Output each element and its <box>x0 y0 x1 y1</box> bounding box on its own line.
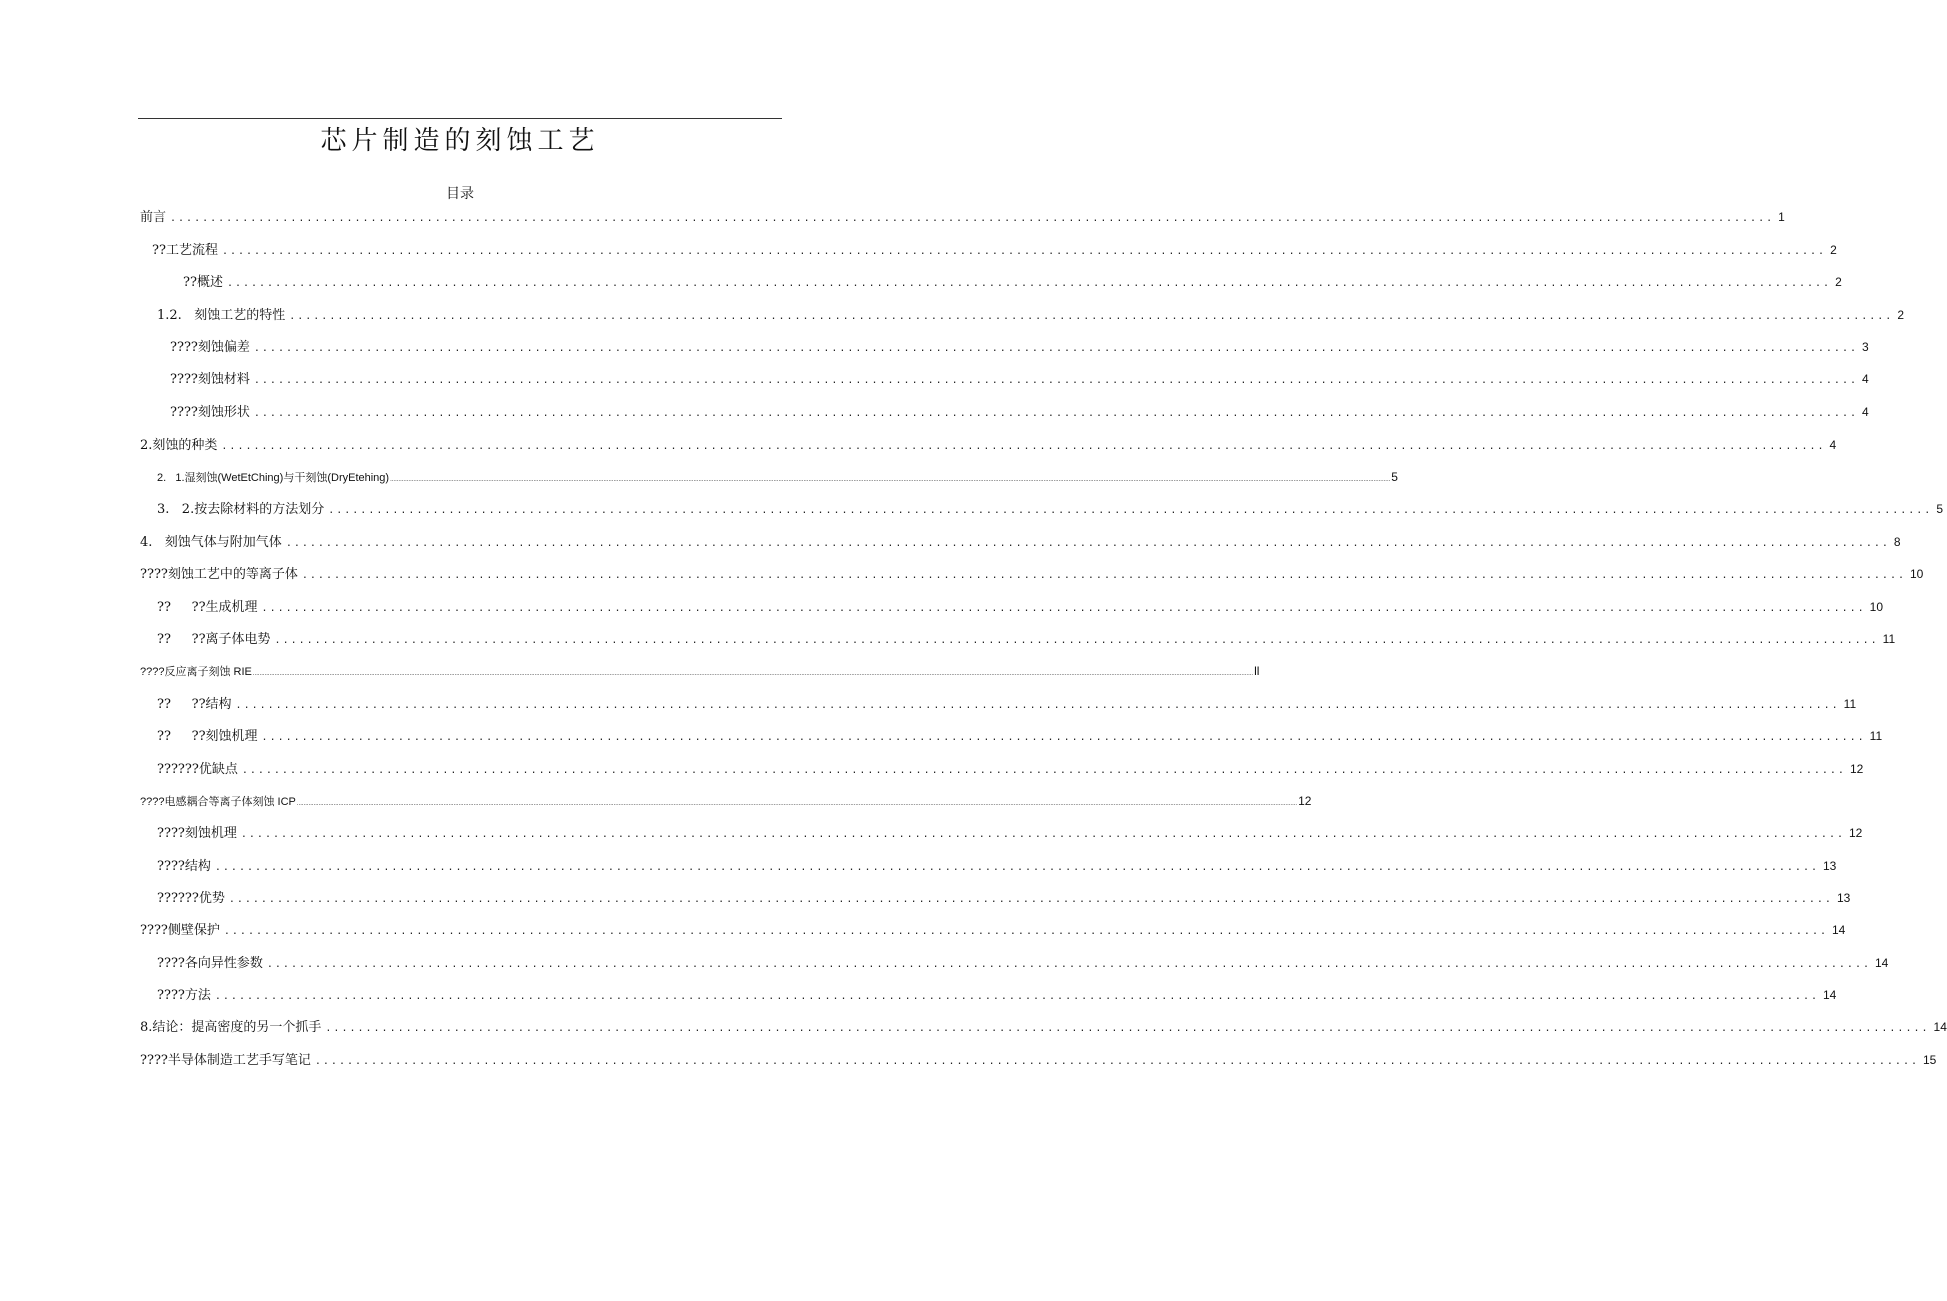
toc-entry[interactable] <box>157 727 1883 747</box>
toc-entry[interactable] <box>140 1051 1937 1071</box>
toc-entry-page: ll <box>1254 664 1260 678</box>
toc-entry[interactable] <box>157 889 1851 909</box>
toc-entry[interactable] <box>170 338 1869 358</box>
toc-entry-label: ????侧壁保护 <box>140 923 220 938</box>
toc-entry-page: 10 <box>1869 600 1884 614</box>
toc-entry[interactable] <box>157 857 1837 877</box>
toc-entry-label: ?? ??刻蚀机理 <box>157 729 258 744</box>
toc-leader-dots: ........................................................................................................................................................................................................................................................................................................................................................................................................................................................................................................................................................................................................................ <box>252 671 1254 677</box>
toc-entry-label: 8.结论：提高密度的另一个抓手 <box>140 1020 322 1035</box>
toc-entry-label: ????半导体制造工艺手写笔记 <box>140 1053 311 1068</box>
toc-entry-page: 2 <box>1830 243 1837 257</box>
toc-entry[interactable] <box>157 824 1863 844</box>
toc-leader-dots: ........................................................................................................................................................................................................ <box>253 408 1858 419</box>
toc-entry-page: 13 <box>1836 891 1851 905</box>
toc-entry-label: ????刻蚀工艺中的等离子体 <box>140 567 298 582</box>
toc-entry[interactable] <box>157 954 1889 974</box>
toc-entry[interactable] <box>140 1018 1947 1038</box>
toc-entry-label: ????刻蚀机理 <box>157 826 237 841</box>
toc-entry[interactable] <box>170 403 1869 423</box>
toc-entry[interactable] <box>140 921 1846 941</box>
toc-leader-dots: ........................................................................................................................................................................................................ <box>221 246 1827 257</box>
document-title: 芯片制造的刻蚀工艺 <box>320 126 600 156</box>
toc-heading: 目录 <box>446 186 474 202</box>
toc-entry-page: 12 <box>1849 762 1864 776</box>
toc-leader-dots: ........................................................................................................................................................................................................ <box>289 311 1894 322</box>
toc-leader-dots: ........................................................................................................................................................................................................ <box>261 732 1866 743</box>
toc-leader-dots: ........................................................................................................................................................................................................................................................................................................................................................................................................................................................................................................................................................................................................................ <box>296 801 1298 807</box>
toc-leader-dots: ........................................................................................................................................................................................................ <box>170 213 1775 224</box>
toc-leader-dots: ........................................................................................................................................................................................................ <box>226 278 1832 289</box>
toc-entry[interactable] <box>183 273 1842 293</box>
toc-entry[interactable] <box>140 436 1837 456</box>
toc-leader-dots: ........................................................................................................................................................................................................ <box>253 375 1858 386</box>
toc-entry-page: 14 <box>1933 1020 1947 1034</box>
toc-entry-page: 5 <box>1391 470 1398 484</box>
toc-entry-page: 14 <box>1823 988 1837 1002</box>
toc-entry-label: ????刻蚀偏差 <box>170 340 250 355</box>
toc-entry-label: ?? ??生成机理 <box>157 600 258 615</box>
toc-leader-dots: ........................................................................................................................................................................................................ <box>240 829 1845 840</box>
toc-entry-page: 8 <box>1893 535 1901 549</box>
toc-leader-dots: ........................................................................................................................................................................................................ <box>214 991 1819 1002</box>
toc-entry[interactable] <box>157 986 1837 1006</box>
toc-entry-page: 10 <box>1910 567 1924 581</box>
toc-entry-label: 1.2. 刻蚀工艺的特性 <box>157 308 286 323</box>
toc-leader-dots: ........................................................................................................................................................................................................ <box>223 926 1828 937</box>
toc-entry-label: ????方法 <box>157 988 211 1003</box>
toc-entry-label: ????刻蚀形状 <box>170 405 250 420</box>
toc-leader-dots: ........................................................................................................................................................................................................ <box>325 1023 1930 1034</box>
toc-entry[interactable] <box>157 468 1398 489</box>
toc-leader-dots: ........................................................................................................................................................................................................ <box>221 441 1826 452</box>
toc-entry-page: 4 <box>1862 372 1869 386</box>
toc-entry[interactable] <box>157 500 1944 520</box>
toc-entry[interactable] <box>140 565 1924 585</box>
toc-entry[interactable] <box>157 598 1884 618</box>
toc-leader-dots: ........................................................................................................................................................................................................ <box>266 959 1871 970</box>
toc-entry[interactable] <box>157 306 1905 326</box>
toc-entry-page: 11 <box>1869 729 1883 743</box>
toc-entry-label: 4. 刻蚀气体与附加气体 <box>140 535 282 550</box>
toc-entry-page: 4 <box>1862 405 1869 419</box>
toc-leader-dots: ........................................................................................................................................................................................................ <box>235 700 1840 711</box>
toc-entry-page: 11 <box>1843 697 1857 711</box>
toc-entry[interactable] <box>140 792 1312 813</box>
header-rule <box>138 118 782 119</box>
toc-entry-page: 15 <box>1923 1053 1937 1067</box>
toc-entry[interactable] <box>157 760 1864 780</box>
toc-entry-label: ????各向异性参数 <box>157 956 263 971</box>
toc-leader-dots: ........................................................................................................................................................................................................ <box>241 765 1846 776</box>
toc-entry[interactable] <box>157 695 1857 715</box>
toc-entry-label: ??工艺流程 <box>152 243 218 258</box>
toc-entry-page: 5 <box>1936 502 1944 516</box>
toc-leader-dots: ........................................................................................................................................................................................................ <box>301 570 1906 581</box>
toc-entry-label: 3. 2.按去除材料的方法划分 <box>157 502 325 517</box>
toc-entry[interactable] <box>170 370 1869 390</box>
toc-leader-dots: ........................................................................................................................................................................................................ <box>253 343 1858 354</box>
toc-leader-dots: ........................................................................................................................................................................................................................................................................................................................................................................................................................................................................................................................................................................................................................ <box>390 477 1391 483</box>
toc-entry-page: 1 <box>1778 210 1785 224</box>
toc-leader-dots: ........................................................................................................................................................................................................ <box>261 603 1866 614</box>
toc-entry-page: 2 <box>1835 275 1842 289</box>
toc-entry-label: ?? ??结构 <box>157 697 232 712</box>
toc-entry-label: 前言 <box>140 210 167 225</box>
toc-leader-dots: ........................................................................................................................................................................................................ <box>214 862 1819 873</box>
toc-leader-dots: ........................................................................................................................................................................................................ <box>285 538 1890 549</box>
toc-leader-dots: ........................................................................................................................................................................................................ <box>228 894 1833 905</box>
toc-entry-label: ????结构 <box>157 859 211 874</box>
toc-entry-label: 2. 1.湿刻蚀(WetEtChing)与干刻蚀(DryEtehing) <box>157 472 390 484</box>
toc-entry[interactable] <box>140 533 1901 553</box>
toc-entry-page: 14 <box>1832 923 1846 937</box>
toc-entry[interactable] <box>140 662 1260 683</box>
toc-entry-page: 12 <box>1298 794 1312 808</box>
toc-leader-dots: ........................................................................................................................................................................................................ <box>314 1056 1919 1067</box>
toc-leader-dots: ........................................................................................................................................................................................................ <box>274 635 1879 646</box>
toc-entry-page: 14 <box>1875 956 1889 970</box>
toc-entry-label: ??????优缺点 <box>157 762 238 777</box>
toc-entry-label: ??????优势 <box>157 891 225 906</box>
toc-entry-label: ????反应离子刻蚀 RIE <box>140 666 252 678</box>
toc-entry-label: ????刻蚀材料 <box>170 372 250 387</box>
toc-entry-page: 11 <box>1882 632 1896 646</box>
toc-entry-label: ?? ??离子体电势 <box>157 632 271 647</box>
toc-entry[interactable] <box>140 208 1785 228</box>
toc-entry-label: ??概述 <box>183 275 223 290</box>
toc-entry-label: 2.刻蚀的种类 <box>140 438 218 453</box>
toc-entry-page: 4 <box>1829 438 1837 452</box>
toc-entry-page: 13 <box>1823 859 1837 873</box>
toc-entry-label: ????电感耦合等离子体刻蚀 ICP <box>140 796 296 808</box>
toc-entry-page: 3 <box>1862 340 1869 354</box>
toc-entry[interactable] <box>152 241 1837 261</box>
toc-leader-dots: ........................................................................................................................................................................................................ <box>328 505 1933 516</box>
toc-entry[interactable] <box>157 630 1896 650</box>
toc-entry-page: 12 <box>1849 826 1863 840</box>
toc-entry-page: 2 <box>1897 308 1905 322</box>
